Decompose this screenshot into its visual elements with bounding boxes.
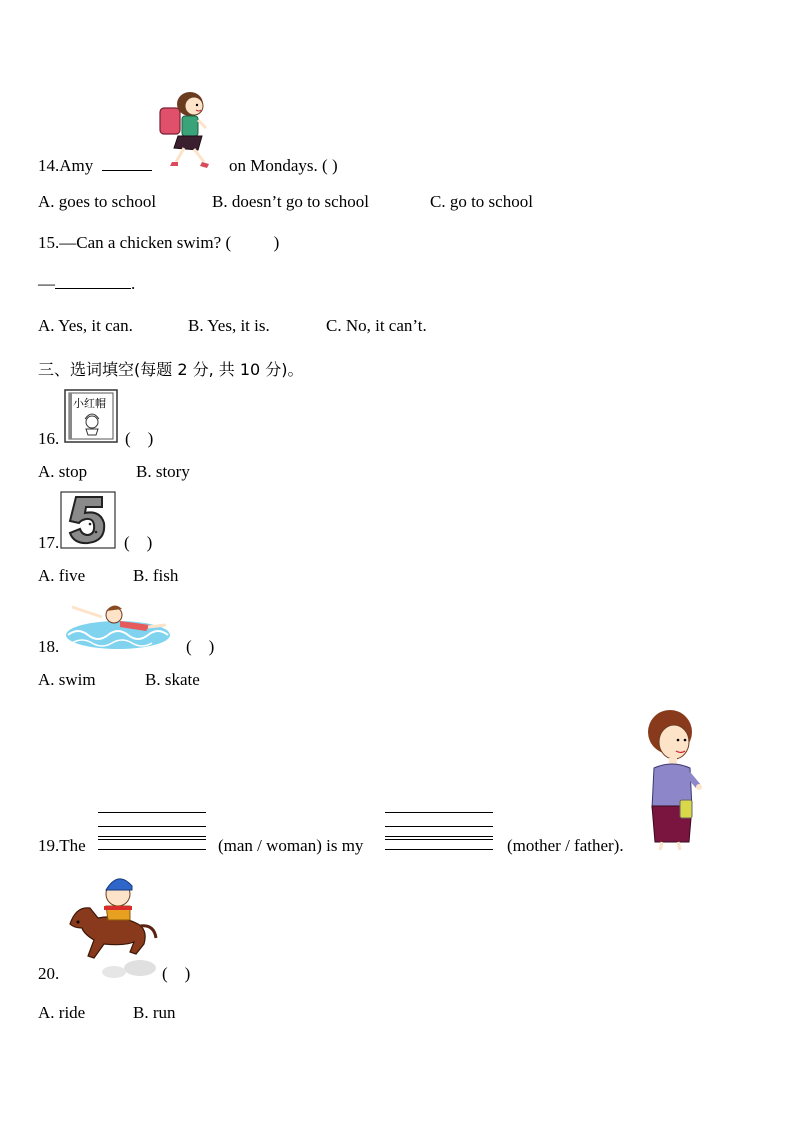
q20-options (38, 1003, 176, 1023)
swimming-girl-image (62, 597, 174, 653)
section-3-title: 三、选词填空(每题 2 分, 共 10 分)。 (38, 360, 304, 379)
q19-blank-2[interactable] (385, 812, 493, 852)
q17-answer-paren[interactable]: ( ) (124, 533, 153, 552)
question-14-suffix (229, 156, 338, 176)
number-five-image (60, 491, 116, 549)
question-15-text (38, 233, 279, 253)
q14-options (38, 192, 533, 212)
question-14-text (38, 156, 152, 176)
q18-options (38, 670, 200, 690)
q14-answer-paren[interactable]: ( ) (322, 156, 338, 175)
q15-dash: — (38, 274, 55, 293)
q20-option-b[interactable]: B. run (133, 1003, 176, 1022)
q15-blank[interactable] (55, 288, 131, 289)
q17-number: 17. (38, 533, 60, 552)
q19-suffix: (mother / father). (507, 836, 624, 855)
q20-option-a[interactable]: A. ride (38, 1003, 86, 1022)
q15-option-c[interactable]: C. No, it can’t. (326, 316, 427, 335)
q17-options (38, 566, 178, 586)
woman-image (638, 708, 704, 854)
q14-option-b[interactable]: B. doesn’t go to school (212, 192, 369, 211)
q15-option-a[interactable]: A. Yes, it can. (38, 316, 133, 335)
q15-answer-paren[interactable]: ( ) (225, 233, 280, 252)
q20-number: 20. (38, 964, 60, 983)
q18-number: 18. (38, 637, 60, 656)
q15-question: 15.—Can a chicken swim? (38, 233, 222, 252)
q14-prefix: 14.Amy (38, 156, 94, 175)
q18-answer-paren[interactable]: ( ) (186, 637, 215, 656)
q18-option-b[interactable]: B. skate (145, 670, 200, 689)
q15-answer-line (38, 274, 135, 294)
q16-answer-paren[interactable]: ( ) (125, 429, 154, 448)
q20-answer-paren[interactable]: ( ) (162, 964, 191, 983)
q14-suffix: on Mondays. (229, 156, 318, 175)
q19-blank-1[interactable] (98, 812, 206, 852)
q14-option-a[interactable]: A. goes to school (38, 192, 157, 211)
q15-options (38, 316, 427, 336)
q16-option-b[interactable]: B. story (136, 462, 190, 481)
q16-option-a[interactable]: A. stop (38, 462, 88, 481)
q15-period: . (131, 274, 136, 293)
q17-option-a[interactable]: A. five (38, 566, 86, 585)
q19-middle: (man / woman) is my (218, 836, 364, 855)
q18-option-a[interactable]: A. swim (38, 670, 96, 689)
q19-prefix: 19.The (38, 836, 86, 855)
girl-school-image (154, 88, 216, 172)
q16-options (38, 462, 190, 482)
storybook-image (64, 389, 118, 443)
q14-blank[interactable] (102, 170, 152, 171)
q15-option-b[interactable]: B. Yes, it is. (188, 316, 270, 335)
q14-option-c[interactable]: C. go to school (430, 192, 533, 211)
q16-number: 16. (38, 429, 60, 448)
q17-option-b[interactable]: B. fish (133, 566, 179, 585)
boy-riding-horse-image (60, 872, 160, 980)
book-title-text: 小红帽 (73, 397, 106, 410)
